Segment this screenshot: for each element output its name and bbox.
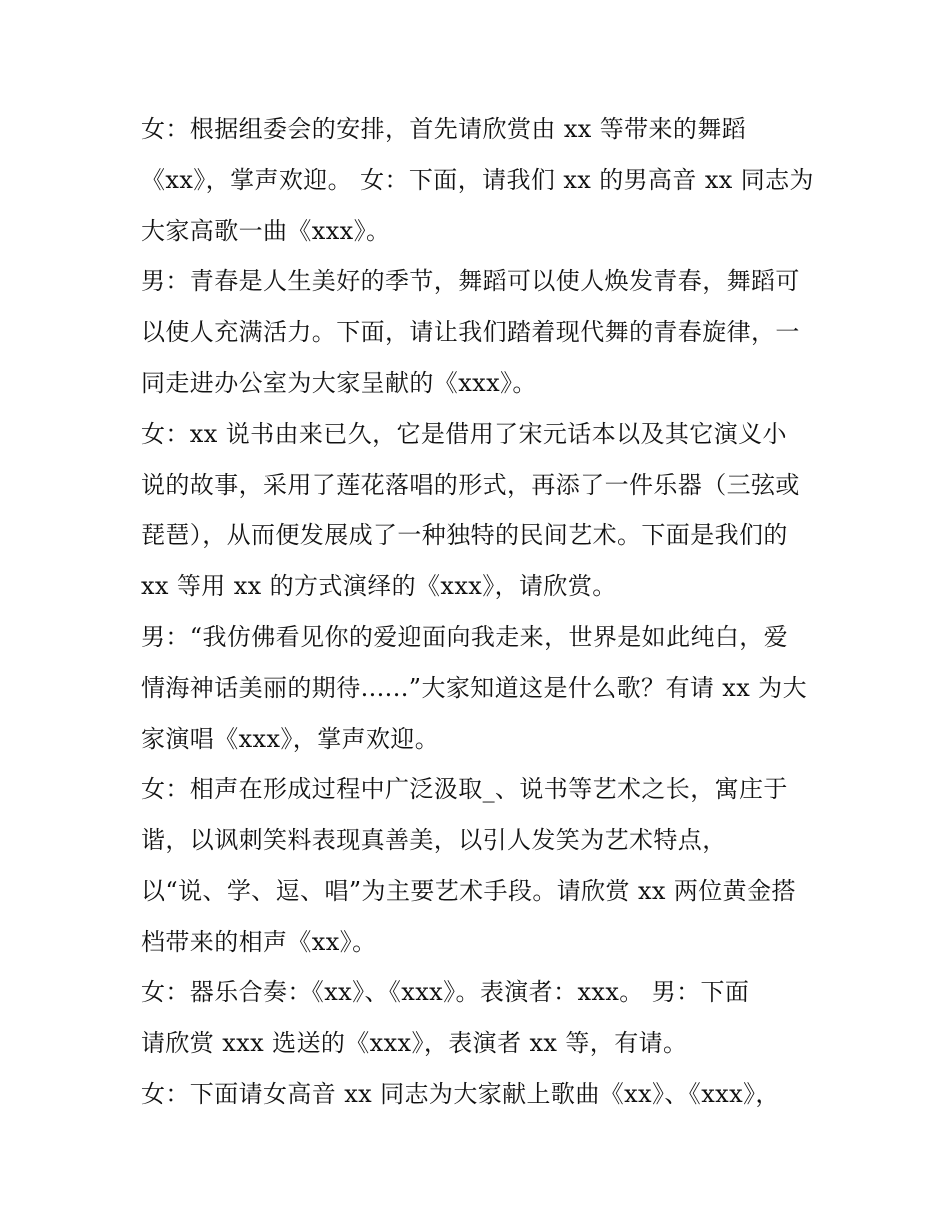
text-line: 以“说、学、逗、唱”为主要艺术手段。请欣赏 xx 两位黄金搭 [141, 877, 796, 905]
text-line: 《xx》，掌声欢迎。 女：下面，请我们 xx 的男高音 xx 同志为 [141, 166, 814, 194]
text-line: 家演唱《xxx》，掌声欢迎。 [141, 725, 440, 753]
text-line: 谐，以讽刺笑料表现真善美，以引人发笑为艺术特点， [141, 826, 727, 854]
text-line: 女：器乐合奏：《xx》、《xxx》。表演者：xxx。 男：下面 [141, 978, 750, 1006]
text-line: 情海神话美丽的期待......”大家知道这是什么歌？有请 xx 为大 [141, 674, 807, 702]
text-line: 说的故事，采用了莲花落唱的形式，再添了一件乐器（三弦或 [141, 471, 800, 499]
text-line: 女：下面请女高音 xx 同志为大家献上歌曲《xx》、《xxx》， [141, 1080, 780, 1108]
text-line: 男：青春是人生美好的季节，舞蹈可以使人焕发青春，舞蹈可 [141, 267, 800, 295]
text-line: 以使人充满活力。下面，请让我们踏着现代舞的青春旋律，一 [141, 318, 800, 346]
text-line: 档带来的相声《xx》。 [141, 928, 377, 956]
text-line: 女：xx 说书由来已久，它是借用了宋元话本以及其它演义小 [141, 420, 787, 448]
text-line: 同走进办公室为大家呈献的《xxx》。 [141, 369, 537, 397]
text-line: 请欣赏 xxx 选送的《xxx》，表演者 xx 等，有请。 [141, 1029, 688, 1057]
text-line: 琵琶），从而便发展成了一种独特的民间艺术。下面是我们的 [141, 521, 788, 549]
text-line: xx 等用 xx 的方式演绎的《xxx》，请欣赏。 [141, 572, 617, 600]
text-line: 女：相声在形成过程中广泛汲取_、说书等艺术之长，寓庄于 [141, 775, 788, 803]
text-line: 大家高歌一曲《xxx》。 [141, 217, 391, 245]
text-line: 男：“我仿佛看见你的爱迎面向我走来，世界是如此纯白，爱 [141, 623, 789, 651]
text-line: 女：根据组委会的安排，首先请欣赏由 xx 等带来的舞蹈 [141, 115, 747, 143]
